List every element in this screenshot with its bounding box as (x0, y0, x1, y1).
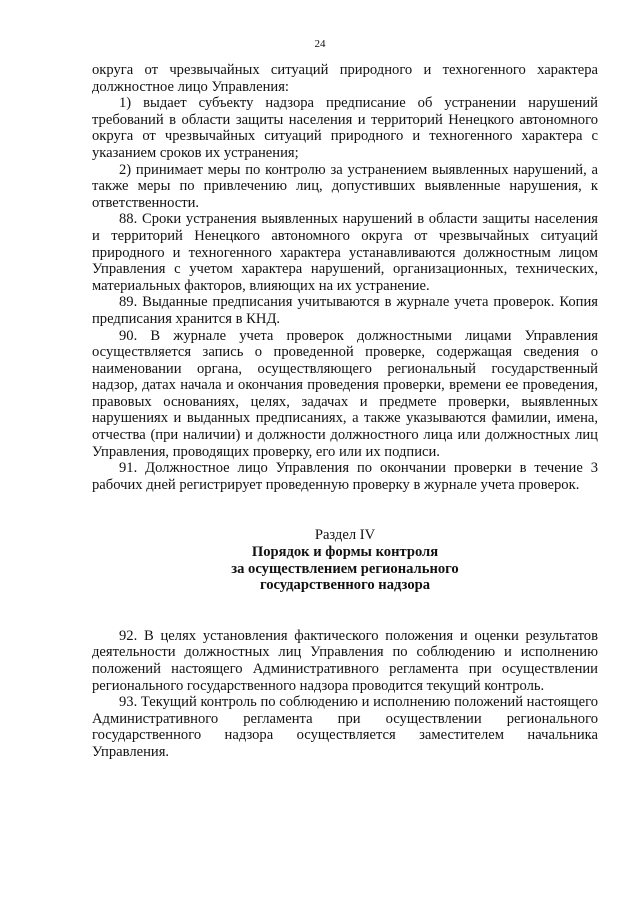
paragraph-88: 88. Сроки устранения выявленных нарушений в области защиты населения и территорий Ненецкого автономного округа от чрезвычайных ситуаций природного и техногенного характера устанавливаются должностным лицом Управления с учетом характера нарушений, организационных, технических, материальных факторов, влияющих на их устранение. (92, 211, 598, 294)
paragraph-93: 93. Текущий контроль по соблюдению и исполнению положений настоящего Административного регламента при осуществлении регионального государственного надзора осуществляется заместителем начальника Управления. (92, 694, 598, 760)
paragraph-89: 89. Выданные предписания учитываются в журнале учета проверок. Копия предписания хранится в КНД. (92, 294, 598, 327)
paragraph-item-2: 2) принимает меры по контролю за устранением выявленных нарушений, а также меры по привлечению лиц, допустивших выявленные нарушения, к ответственности. (92, 161, 598, 211)
section-number: Раздел IV (314, 527, 376, 544)
page-number: 24 (314, 38, 326, 50)
paragraph-continuation: округа от чрезвычайных ситуаций природного и техногенного характера должностное лицо Управления: (92, 62, 598, 95)
document-body (92, 62, 598, 761)
section-title-line-2: за осуществлением регионального (231, 560, 459, 577)
section-title-line-1: Порядок и формы контроля (251, 544, 439, 561)
paragraph-91: 91. Должностное лицо Управления по окончании проверки в течение 3 рабочих дней регистрирует проведенную проверку в журнале учета проверок. (92, 460, 598, 493)
paragraph-92: 92. В целях установления фактического положения и оценки результатов деятельности должностных лиц Управления по соблюдению и исполнению положений настоящего Административного регламента при осуществлении регионального государственного надзора проводится текущий контроль. (92, 627, 598, 694)
section-title-line-3: государственного надзора (259, 577, 431, 594)
paragraph-90: 90. В журнале учета проверок должностными лицами Управления осуществляется запись о проведенной проверке, содержащая сведения о наименовании органа, осуществляющего региональный государственный надзор, датах начала и окончания проведения проверки, времени ее проведения, правовых основаниях, целях, задачах и предмете проверки, выявленных нарушениях и выданных предписаниях, а также указываются фамилии, имена, отчества (при наличии) и должности должностного лица или должностных лиц Управления, проводящих проверку, его или их подписи. (92, 327, 598, 460)
paragraph-item-1: 1) выдает субъекту надзора предписание об устранении нарушений требований в области защиты населения и территорий Ненецкого автономного округа от чрезвычайных ситуаций природного и техногенного характера с указанием сроков их устранения; (92, 95, 598, 161)
